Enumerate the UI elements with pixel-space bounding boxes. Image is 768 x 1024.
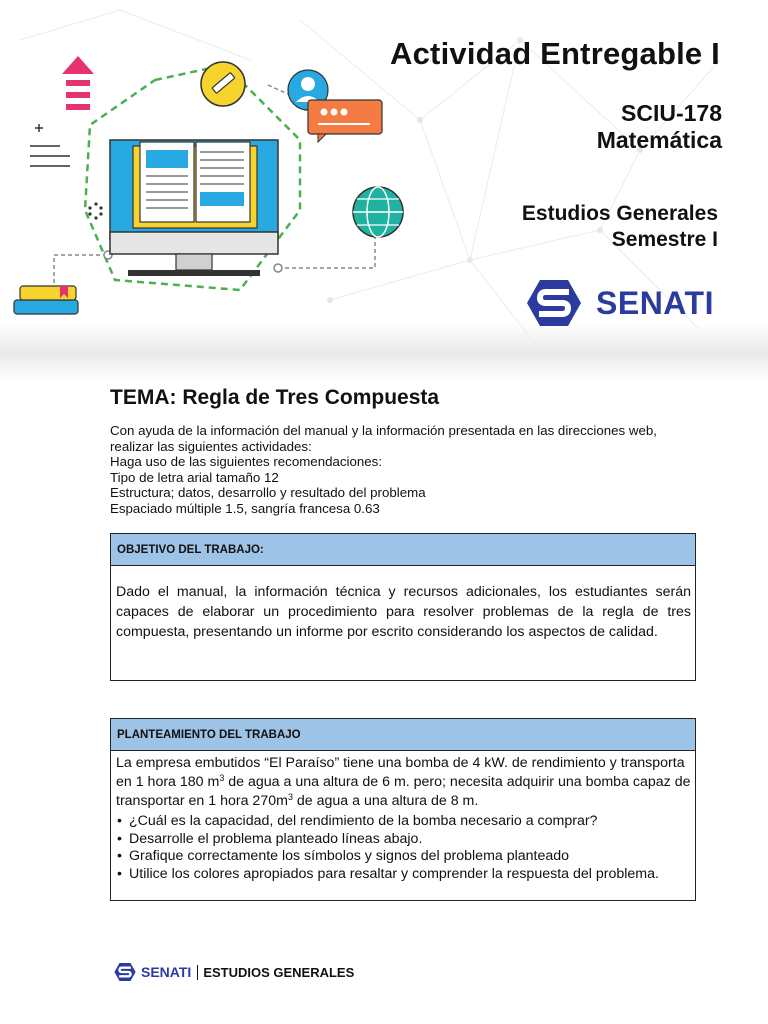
pencil-icon (201, 62, 245, 106)
problem-heading: PLANTEAMIENTO DEL TRABAJO (111, 719, 695, 751)
senati-logo (526, 278, 714, 328)
course-code: SCIU-178 (621, 100, 722, 126)
superscript: 3 (219, 773, 225, 783)
footer-brand: SENATI (141, 964, 192, 980)
education-illustration (0, 40, 420, 330)
objective-heading: OBJETIVO DEL TRABAJO: (111, 534, 695, 566)
books-icon (14, 286, 78, 314)
instruction-line: Estructura; datos, desarrollo y resultado del problema (110, 485, 426, 501)
footer (114, 962, 354, 982)
course-name: Matemática (596, 127, 722, 153)
problem-statement (116, 754, 691, 811)
footer-divider (197, 965, 198, 980)
instructions (110, 423, 680, 517)
department: Estudios Generales (521, 202, 718, 225)
upload-arrow-icon (62, 56, 94, 110)
list-item: • Grafique correctamente los símbolos y signos del problema planteado (116, 848, 691, 866)
list-item: • Utilice los colores apropiados para resaltar y comprender la respuesta del problema. (116, 866, 691, 884)
cover-header (0, 0, 768, 380)
task-list (116, 813, 691, 883)
instruction-line: Espaciado múltiple 1.5, sangría francesa 0.63 (110, 500, 380, 516)
problem-body (111, 751, 695, 883)
superscript: 3 (287, 792, 293, 802)
statement-part: de agua a una altura de 8 m. (292, 793, 479, 809)
semester: Semestre I (611, 228, 718, 251)
problem-box (110, 718, 696, 901)
list-item: • Desarrolle el problema planteado líneas abajo. (116, 831, 691, 849)
topic-heading: TEMA: Regla de Tres Compuesta (110, 386, 440, 409)
monitor-book-icon (110, 140, 278, 276)
footer-text: ESTUDIOS GENERALES (203, 964, 355, 980)
senati-logo-icon (114, 962, 136, 982)
statement-part: de agua a una altura de 6 m. pero; necesita adquirir una bomba capaz de transportar en 1 hora 270m (116, 774, 691, 809)
objective-text: Dado el manual, la información técnica y recursos adicionales, los estudiantes serán capaces de elaborar un procedimiento para resolver problemas de la regla de tres compuesta, presentando un informe por escrito considerando los aspectos de calidad. (116, 584, 691, 640)
senati-logo-icon (526, 278, 582, 328)
globe-icon (353, 187, 403, 237)
instruction-line: Haga uso de las siguientes recomendaciones: (110, 454, 383, 470)
loading-icon (88, 202, 102, 219)
list-lines-icon (30, 124, 70, 166)
instruction-line: Con ayuda de la información del manual y la información presentada en las direcciones web, realizar las siguientes actividades: (110, 423, 657, 454)
instruction-line: Tipo de letra arial tamaño 12 (110, 469, 279, 485)
objective-box (110, 533, 696, 681)
chat-bubble-icon (308, 100, 382, 142)
statement-part: La empresa embutidos “El Paraíso” tiene una bomba de 4 kW. de rendimiento y transporta en 1 hora 180 m (116, 755, 685, 790)
list-item: • ¿Cuál es la capacidad, del rendimiento de la bomba necesario a comprar? (116, 813, 691, 831)
senati-brand: SENATI (596, 284, 714, 321)
document-title: Actividad Entregable I (390, 36, 720, 71)
